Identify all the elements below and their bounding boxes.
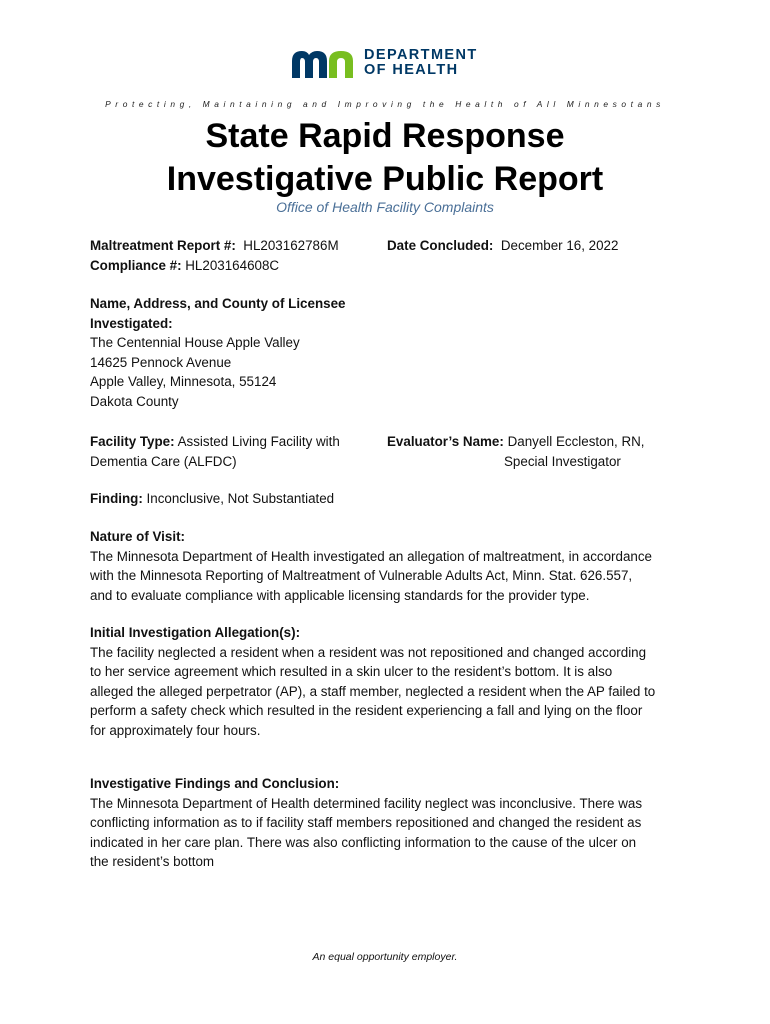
evaluator-value-1: Danyell Eccleston, RN, [507,434,645,449]
licensee-label-1: Name, Address, and County of Licensee [90,296,346,311]
findings-line: indicated in her care plan. There was also conflicting information to the cause of the ulcer on [90,834,637,850]
compliance-label: Compliance #: [90,258,182,273]
allegations-line: perform a safety check which resulted in the resident experiencing a fall and lying on the floor [90,703,643,718]
evaluator-block [387,432,645,471]
nature-of-visit-section [90,527,652,605]
licensee-name: The Centennial House Apple Valley [90,335,300,350]
allegations-heading: Initial Investigation Allegation(s): [90,625,301,640]
date-label: Date Concluded: [387,238,494,253]
mn-logo-icon [290,47,358,79]
office-subtitle: Office of Health Facility Complaints [276,199,494,215]
allegations-section [90,623,655,740]
finding-line [90,489,334,509]
maltreatment-label: Maltreatment Report #: [90,238,236,253]
compliance-line [90,256,279,276]
findings-section [90,774,642,872]
date-value: December 16, 2022 [500,238,619,253]
licensee-street: 14625 Pennock Avenue [90,354,232,370]
finding-value: Inconclusive, Not Substantiated [146,491,335,506]
title-line-2: Investigative Public Report [166,160,604,198]
facility-label: Facility Type: [90,434,175,449]
footer-note: An equal opportunity employer. [312,951,458,963]
finding-label: Finding: [90,491,143,506]
nature-line: with the Minnesota Reporting of Maltreatment of Vulnerable Adults Act, Minn. Stat. 626.557, [90,568,633,583]
logo-line-1: DEPARTMENT [364,47,478,63]
maltreatment-report-line [90,236,339,256]
licensee-label-2: Investigated: [90,315,173,331]
evaluator-label: Evaluator’s Name: [387,434,504,449]
findings-line: conflicting information as to if facility staff members repositioned and changed the resident as [90,815,642,830]
logo-wordmark [364,48,478,78]
page-title [0,115,770,201]
licensee-block [90,294,345,411]
logo-line-2: OF HEALTH [364,62,459,78]
licensee-county: Dakota County [90,393,179,409]
date-concluded-line [387,236,618,256]
nature-line: The Minnesota Department of Health investigated an allegation of maltreatment, in accordance [90,548,652,564]
facility-type-block [90,432,340,471]
title-line-1: State Rapid Response [205,117,565,155]
allegations-line: for approximately four hours. [90,722,261,738]
findings-heading: Investigative Findings and Conclusion: [90,776,340,791]
tagline: Protecting, Maintaining and Improving the Health of All Minnesotans [105,99,665,109]
allegations-line: to her service agreement which resulted in a skin ulcer to the resident’s bottom. It is also [90,664,613,679]
maltreatment-value: HL203162786M [243,238,339,253]
facility-value-2: Dementia Care (ALFDC) [90,453,237,469]
evaluator-value-2: Special Investigator [504,453,621,469]
mdh-logo [290,47,478,79]
nature-line: and to evaluate compliance with applicable licensing standards for the provider type. [90,587,590,603]
compliance-value: HL203164608C [185,258,280,273]
findings-line: the resident’s bottom [90,854,215,869]
licensee-city: Apple Valley, Minnesota, 55124 [90,374,277,389]
nature-heading: Nature of Visit: [90,529,185,544]
findings-line: The Minnesota Department of Health determined facility neglect was inconclusive. There was [90,795,643,811]
allegations-line: alleged the alleged perpetrator (AP), a staff member, neglected a resident when the AP failed to [90,683,656,699]
allegations-line: The facility neglected a resident when a resident was not repositioned and changed according [90,644,647,660]
facility-value-1: Assisted Living Facility with [177,434,340,449]
